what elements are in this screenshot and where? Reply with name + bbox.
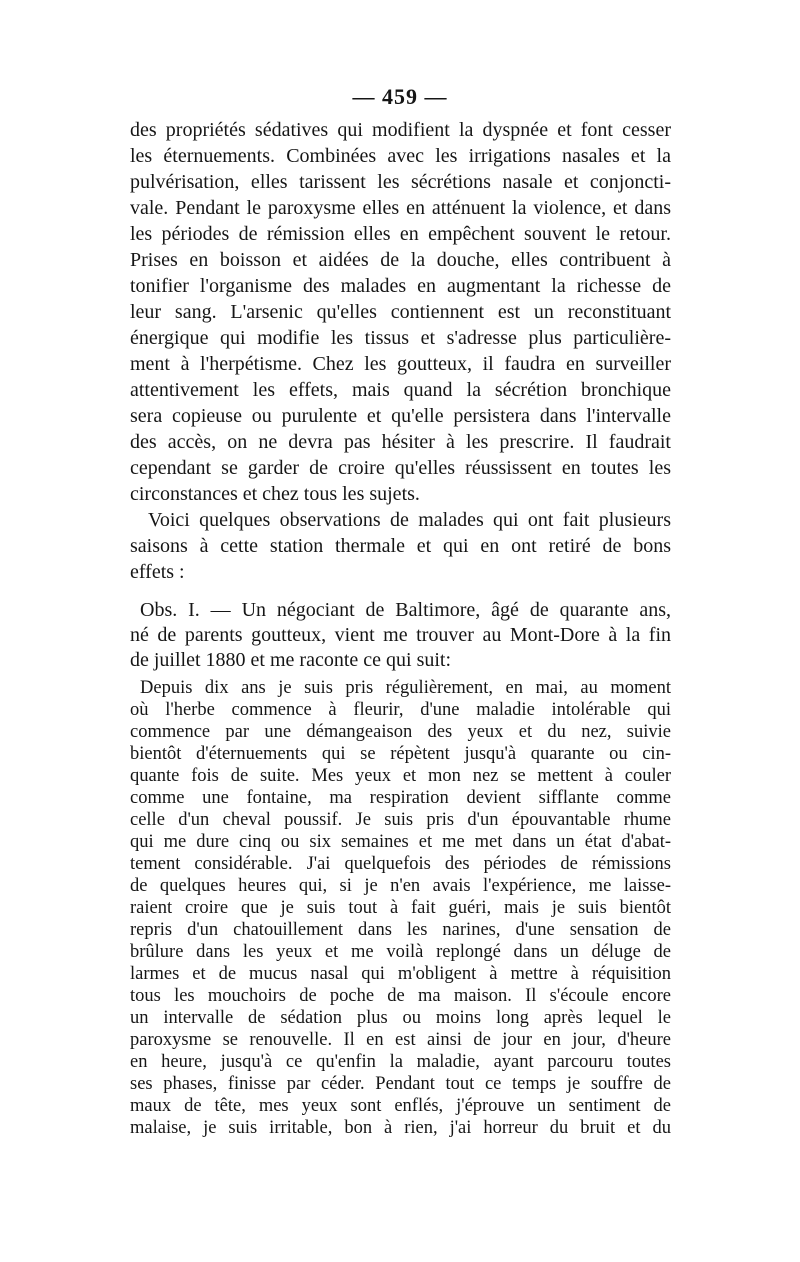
text-line: ses phases, finisse par céder. Pendant tout ce temps je souffre de xyxy=(130,1074,671,1094)
text-line: raient croire que je suis tout à fait guéri, mais je suis bientôt xyxy=(130,898,671,918)
text-line: ment à l'herpétisme. Chez les goutteux, il faudra en surveiller xyxy=(130,353,671,375)
text-line: bientôt d'éternuements qui se répètent jusqu'à quarante ou cin- xyxy=(130,744,671,764)
text-line: attentivement les effets, mais quand la sécrétion bronchique xyxy=(130,379,671,401)
text-line: Voici quelques observations de malades qui ont fait plusieurs xyxy=(148,509,671,531)
text-line: de juillet 1880 et me raconte ce qui suit: xyxy=(130,649,452,671)
text-line: effets : xyxy=(130,561,185,583)
text-line: de quelques heures qui, si je n'en avais l'expérience, me laisse- xyxy=(130,876,671,896)
text-line: leur sang. L'arsenic qu'elles contiennent est un reconstituant xyxy=(130,301,671,323)
text-line: vale. Pendant le paroxysme elles en atténuent la violence, et dans xyxy=(130,197,671,219)
text-line: les périodes de rémission elles en empêchent souvent le retour. xyxy=(130,223,671,245)
text-line: qui me dure cinq ou six semaines et me met dans un état d'abat- xyxy=(130,832,671,852)
text-line: tonifier l'organisme des malades en augmentant la richesse de xyxy=(130,275,671,297)
text-line: saisons à cette station thermale et qui en ont retiré de bons xyxy=(130,535,671,557)
text-line: celle d'un cheval poussif. Je suis pris d'un épouvantable rhume xyxy=(130,810,671,830)
text-line: repris d'un chatouillement dans les narines, d'une sensation de xyxy=(130,920,671,940)
text-line: comme une fontaine, ma respiration devient sifflante comme xyxy=(130,788,671,808)
text-line: énergique qui modifie les tissus et s'adresse plus particulière- xyxy=(130,327,671,349)
text-line: circonstances et chez tous les sujets. xyxy=(130,483,420,505)
text-line: en heure, jusqu'à ce qu'enfin la maladie, ayant parcouru toutes xyxy=(130,1052,671,1072)
text-line: pulvérisation, elles tarissent les sécrétions nasale et conjoncti- xyxy=(130,171,671,193)
text-line: Obs. I. — Un négociant de Baltimore, âgé de quarante ans, xyxy=(140,599,671,621)
text-line: un intervalle de sédation plus ou moins long après lequel le xyxy=(130,1008,671,1028)
text-line: des accès, on ne devra pas hésiter à les prescrire. Il faudrait xyxy=(130,431,671,453)
text-line: paroxysme se renouvelle. Il en est ainsi de jour en jour, d'heure xyxy=(130,1030,671,1050)
text-line: des propriétés sédatives qui modifient la dyspnée et font cesser xyxy=(130,119,671,141)
text-line: sera copieuse ou purulente et qu'elle persistera dans l'intervalle xyxy=(130,405,671,427)
text-line: commence par une démangeaison des yeux et du nez, suivie xyxy=(130,722,671,742)
text-line: malaise, je suis irritable, bon à rien, j'ai horreur du bruit et du xyxy=(130,1118,671,1138)
page-number: — 459 — xyxy=(352,84,448,109)
text-line: où l'herbe commence à fleurir, d'une maladie intolérable qui xyxy=(130,700,671,720)
text-line: quante fois de suite. Mes yeux et mon nez se mettent à couler xyxy=(130,766,671,786)
text-line: larmes et de mucus nasal qui m'obligent à mettre à réquisition xyxy=(130,964,671,984)
text-line: brûlure dans les yeux et me voilà replongé dans un déluge de xyxy=(130,942,671,962)
text-line: Prises en boisson et aidées de la douche, elles contribuent à xyxy=(130,249,671,271)
text-line: né de parents goutteux, vient me trouver au Mont-Dore à la fin xyxy=(130,624,671,646)
text-line: les éternuements. Combinées avec les irrigations nasales et la xyxy=(130,145,671,167)
text-line: tement considérable. J'ai quelquefois des périodes de rémissions xyxy=(130,854,671,874)
text-line: cependant se garder de croire qu'elles réussissent en toutes les xyxy=(130,457,671,479)
text-line: Depuis dix ans je suis pris régulièrement, en mai, au moment xyxy=(140,678,671,698)
text-line: tous les mouchoirs de poche de ma maison. Il s'écoule encore xyxy=(130,986,671,1006)
text-line: maux de tête, mes yeux sont enflés, j'éprouve un sentiment de xyxy=(130,1096,671,1116)
